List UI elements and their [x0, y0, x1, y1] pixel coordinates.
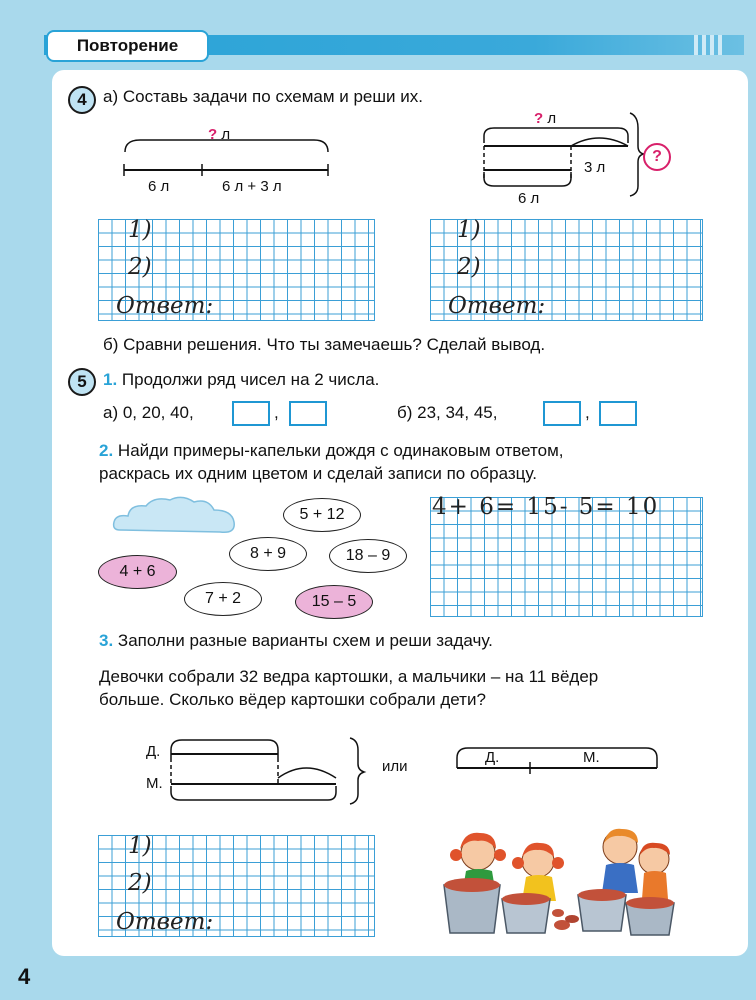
diagram1-unit: л	[221, 126, 231, 143]
brace-question-circle: ?	[643, 143, 671, 171]
task4-part-b: б) Сравни решения. Что ты замечаешь? Сделай вывод.	[103, 335, 546, 354]
task-number-4: 4	[68, 86, 96, 114]
sub3-text: Заполни разные варианты схем и реши задачу.	[117, 631, 493, 650]
grid3-line2: 2)	[128, 870, 152, 896]
cloud-icon	[110, 492, 240, 542]
grid3-answer: Ответ:	[116, 909, 214, 935]
grid1-line2: 2)	[128, 254, 152, 280]
series-b-comma: ,	[585, 403, 590, 422]
sub2-line1: Найди примеры-капельки дождя с одинаковым ответом,	[117, 441, 564, 460]
drop-expression[interactable]: 18 – 9	[329, 539, 407, 573]
grid3-line1: 1)	[128, 833, 152, 859]
series-b: б) 23, 34, 45,	[397, 403, 498, 422]
problem-line2: больше. Сколько вёдер картошки собрали дети?	[99, 690, 486, 709]
series-a-comma: ,	[274, 403, 279, 422]
grid2-line2: 2)	[457, 254, 481, 280]
diagram2-diff-label: 3 л	[584, 159, 606, 176]
drop-expression-colored[interactable]: 15 – 5	[295, 585, 373, 619]
scheme-label-d: Д.	[146, 743, 161, 760]
sub2-line2: раскрась их одним цветом и сделай записи по образцу.	[99, 464, 537, 483]
header-stripes	[686, 35, 722, 55]
diagram2-question: ?	[534, 110, 544, 127]
scheme-right-label-d: Д.	[485, 749, 500, 766]
scheme-diagram-left	[164, 734, 369, 806]
children-with-buckets-illustration	[430, 815, 680, 940]
or-label: или	[382, 758, 408, 775]
grid2-line1: 1)	[457, 217, 481, 243]
diagram1-question: ?	[208, 126, 218, 143]
scheme-label-m: М.	[146, 775, 163, 792]
diagram1-right-label: 6 л + 3 л	[222, 178, 282, 195]
grid1-line1: 1)	[128, 217, 152, 243]
sample-record: 4+ 6= 15- 5= 10	[432, 494, 660, 520]
series-b-blank-1[interactable]	[543, 401, 581, 426]
series-a: а) 0, 20, 40,	[103, 403, 194, 422]
diagram2-bottom-label: 6 л	[518, 190, 540, 207]
drop-expression[interactable]: 5 + 12	[283, 498, 361, 532]
sub1-number: 1.	[103, 370, 118, 389]
sub1-text: Продолжи ряд чисел на 2 числа.	[121, 370, 380, 389]
scheme-right-label-m: М.	[583, 749, 600, 766]
drop-expression[interactable]: 7 + 2	[184, 582, 262, 616]
sub3-number: 3.	[99, 631, 114, 650]
grid1-answer: Ответ:	[116, 293, 214, 319]
series-b-blank-2[interactable]	[599, 401, 637, 426]
task4-part-a: а) Составь задачи по схемам и реши их.	[103, 87, 423, 106]
series-a-blank-1[interactable]	[232, 401, 270, 426]
series-a-blank-2[interactable]	[289, 401, 327, 426]
diagram2-unit: л	[547, 110, 557, 127]
diagram1-left-label: 6 л	[148, 178, 170, 195]
sub2-number: 2.	[99, 441, 114, 460]
page-number: 4	[18, 964, 31, 989]
drop-expression-colored[interactable]: 4 + 6	[98, 555, 177, 589]
section-title: Повторение	[46, 30, 209, 62]
drop-expression[interactable]: 8 + 9	[229, 537, 307, 571]
grid2-answer: Ответ:	[448, 293, 546, 319]
problem-line1: Девочки собрали 32 ведра картошки, а мальчики – на 11 вёдер	[99, 667, 599, 686]
scheme-diagram-right	[452, 740, 664, 780]
task-number-5: 5	[68, 368, 96, 396]
